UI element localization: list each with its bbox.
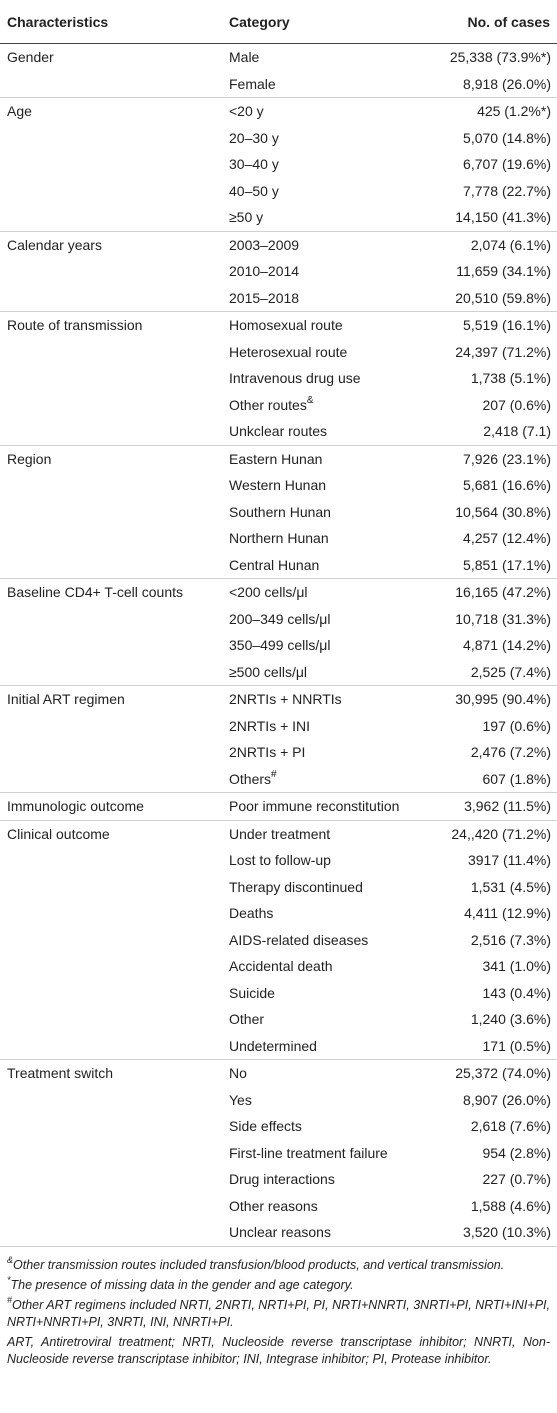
footnote [7, 1254, 550, 1274]
cell-characteristic [0, 178, 222, 205]
table-row [0, 927, 557, 954]
category-text: Drug interactions [229, 1171, 335, 1188]
cell-characteristic [0, 980, 222, 1007]
cell-characteristic [0, 1140, 222, 1167]
cell-cases: 4,257 (12.4%) [463, 530, 551, 547]
cell-category [222, 659, 418, 686]
table-body [0, 44, 557, 1247]
table-row [0, 204, 557, 231]
cell-category [222, 365, 418, 392]
cell-category [222, 927, 418, 954]
category-text: 2NRTIs + NNRTIs [229, 691, 342, 708]
cell-category [222, 178, 418, 205]
cell-category [222, 1113, 418, 1140]
cell-cases: 227 (0.7%) [482, 1171, 551, 1188]
cell-cases: 4,411 (12.9%) [464, 905, 551, 922]
cell-category [222, 418, 418, 445]
cell-characteristic [0, 339, 222, 366]
category-text: 2010–2014 [229, 263, 300, 280]
category-text: 40–50 y [229, 182, 279, 199]
category-text: Unclear reasons [229, 1224, 331, 1241]
cell-characteristic [0, 1193, 222, 1220]
cell-cases: 1,738 (5.1%) [470, 370, 551, 387]
cell-cases: 3,962 (11.5%) [418, 793, 557, 821]
cell-category [222, 98, 418, 125]
cell-cases: 25,372 (74.0%) [418, 1060, 557, 1087]
cell-characteristic [0, 606, 222, 633]
cell-category [222, 71, 418, 98]
category-text: Accidental death [229, 958, 333, 975]
footnote-text: Other ART regimens included NRTI, 2NRTI, NRTI+PI, PI, NRTI+NNRTI, 3NRTI+PI, NRTI+INI+PI, NRTI+NNRTI+PI, 3NRTI, INI, NNRTI+PI. [7, 1297, 550, 1329]
table-row [0, 151, 557, 178]
cell-characteristic [0, 365, 222, 392]
table-row [0, 820, 557, 847]
category-text: Female [229, 75, 276, 92]
category-text: Southern Hunan [229, 503, 331, 520]
table-row [0, 499, 557, 526]
cell-category [222, 125, 418, 152]
cell-cases: 2,525 (7.4%) [470, 663, 551, 680]
cell-characteristic [0, 1113, 222, 1140]
footnote-marker: # [271, 768, 277, 780]
category-text: Other [229, 1011, 265, 1028]
table-row [0, 1060, 557, 1087]
category-text: Eastern Hunan [229, 450, 323, 467]
category-text: Poor immune reconstitution [229, 798, 400, 815]
table-row [0, 552, 557, 579]
cell-category [222, 579, 418, 606]
category-text: AIDS-related diseases [229, 931, 369, 948]
cell-cases: 1,531 (4.5%) [470, 878, 551, 895]
cell-characteristic: Gender [7, 49, 54, 66]
table-row [0, 1006, 557, 1033]
cell-characteristic: Immunologic outcome [0, 793, 222, 821]
cell-characteristic: Baseline CD4+ T-cell counts [0, 579, 222, 606]
table-row [0, 1113, 557, 1140]
cell-characteristic [0, 204, 222, 231]
cell-characteristic [0, 739, 222, 766]
footnote [7, 1334, 550, 1368]
cell-characteristic [0, 418, 222, 445]
cell-characteristic [0, 900, 222, 927]
table-row [0, 900, 557, 927]
cell-cases: 10,564 (30.8%) [455, 503, 551, 520]
cell-category [222, 820, 418, 847]
table-row [0, 980, 557, 1007]
category-text: Others [229, 770, 272, 787]
cell-category [222, 231, 418, 258]
footnote [7, 1274, 550, 1294]
cell-cases: 954 (2.8%) [482, 1144, 551, 1161]
cell-category [222, 285, 418, 312]
table-row [0, 418, 557, 445]
cell-cases: 425 (1.2%*) [418, 98, 557, 125]
category-text: ≥500 cells/μl [229, 663, 308, 680]
cell-category [222, 1219, 418, 1246]
table-row [0, 1166, 557, 1193]
cell-characteristic [0, 1219, 222, 1246]
cell-cases: 143 (0.4%) [482, 984, 551, 1001]
cell-category [222, 1033, 418, 1060]
category-text: 30–40 y [229, 156, 279, 173]
cell-category [222, 472, 418, 499]
header-characteristics: Characteristics [0, 0, 222, 44]
cell-characteristic [0, 525, 222, 552]
cell-characteristic: Initial ART regimen [0, 686, 222, 713]
category-text: No [229, 1065, 247, 1082]
cell-cases: 207 (0.6%) [482, 396, 551, 413]
cell-cases: 3,520 (10.3%) [418, 1219, 557, 1246]
footnote [7, 1294, 550, 1331]
category-text: Northern Hunan [229, 530, 329, 547]
cell-cases: 5,681 (16.6%) [463, 477, 551, 494]
header-cases: No. of cases [418, 0, 557, 44]
cell-category [222, 1140, 418, 1167]
category-text: 2NRTIs + PI [229, 744, 306, 761]
category-text: First-line treatment failure [229, 1144, 388, 1161]
cell-characteristic [0, 258, 222, 285]
table-row [0, 125, 557, 152]
cell-category [222, 953, 418, 980]
cell-category [222, 339, 418, 366]
cell-category [222, 1006, 418, 1033]
cell-cases: 1,588 (4.6%) [470, 1197, 551, 1214]
table-row [0, 285, 557, 312]
category-text: 2NRTIs + INI [229, 717, 311, 734]
cell-cases: 341 (1.0%) [482, 958, 551, 975]
cell-category [222, 44, 418, 71]
category-text: Lost to follow-up [229, 852, 331, 869]
category-text: Under treatment [229, 825, 331, 842]
cell-cases: 25,338 (73.9%*) [449, 49, 551, 66]
cell-characteristic [0, 927, 222, 954]
cell-characteristic [0, 1087, 222, 1114]
table-row [0, 874, 557, 901]
category-text: Other reasons [229, 1197, 318, 1214]
category-text: 200–349 cells/μl [229, 610, 331, 627]
cell-cases: 197 (0.6%) [482, 717, 551, 734]
table-row [0, 525, 557, 552]
cell-characteristic: Clinical outcome [0, 820, 222, 847]
category-text: Deaths [229, 905, 274, 922]
cell-category [222, 606, 418, 633]
cell-category [222, 499, 418, 526]
table-row [0, 178, 557, 205]
category-text: Central Hunan [229, 556, 320, 573]
cell-characteristic [0, 632, 222, 659]
category-text: Heterosexual route [229, 343, 348, 360]
cell-characteristic [0, 847, 222, 874]
cell-characteristic [0, 766, 222, 793]
cell-category [222, 980, 418, 1007]
table-row [0, 713, 557, 740]
table-row [0, 766, 557, 793]
table-row [0, 445, 557, 472]
cell-category [222, 1087, 418, 1114]
table-header-row [0, 0, 557, 44]
cell-category [222, 847, 418, 874]
cell-category [222, 258, 418, 285]
cell-category [222, 632, 418, 659]
footnote-text: ART, Antiretroviral treatment; NRTI, Nucleoside reverse transcriptase inhibitor; NNRTI, Non-Nucleoside reverse transcriptase inhibitor; INI, Integrase inhibitor; PI, Protease inhibitor. [7, 1334, 550, 1366]
cell-cases: 2,516 (7.3%) [470, 931, 551, 948]
cell-category [222, 900, 418, 927]
cell-characteristic [0, 874, 222, 901]
table-row [0, 312, 557, 339]
cell-characteristic [0, 1006, 222, 1033]
category-text: Unkclear routes [229, 423, 328, 440]
cell-category [222, 204, 418, 231]
category-text: ≥50 y [229, 209, 264, 226]
table-row [0, 231, 557, 258]
cell-cases: 14,150 (41.3%) [455, 209, 551, 226]
cell-cases: 607 (1.8%) [482, 770, 551, 787]
cell-category [222, 874, 418, 901]
category-text: Suicide [229, 984, 275, 1001]
table-row [0, 632, 557, 659]
table-row [0, 365, 557, 392]
category-text: 2015–2018 [229, 289, 300, 306]
cell-category [222, 1166, 418, 1193]
table-row [0, 1193, 557, 1220]
cell-cases: 10,718 (31.3%) [455, 610, 551, 627]
category-text: Male [229, 49, 260, 66]
table-row [0, 739, 557, 766]
cell-characteristic [0, 1166, 222, 1193]
cell-category [222, 151, 418, 178]
category-text: Homosexual route [229, 317, 343, 334]
cell-characteristic [0, 713, 222, 740]
cell-characteristic [0, 659, 222, 686]
cell-characteristic [0, 552, 222, 579]
category-text: Yes [229, 1091, 252, 1108]
category-text: Western Hunan [229, 477, 327, 494]
cell-characteristic: Region [0, 445, 222, 472]
cell-category [222, 766, 418, 793]
cell-category [222, 739, 418, 766]
category-text: <200 cells/μl [229, 584, 308, 601]
cell-characteristic [0, 392, 222, 419]
category-text: Therapy discontinued [229, 878, 363, 895]
table-row [0, 793, 557, 821]
cell-characteristic [0, 953, 222, 980]
cell-category [222, 392, 418, 419]
cell-category [222, 713, 418, 740]
category-text: Undetermined [229, 1037, 317, 1054]
cell-category [222, 1193, 418, 1220]
table-row [0, 392, 557, 419]
cell-characteristic [0, 1033, 222, 1060]
table-row [0, 98, 557, 125]
footnote-marker: & [306, 394, 314, 406]
table-row [0, 953, 557, 980]
cell-cases: 6,707 (19.6%) [463, 156, 551, 173]
category-text: 350–499 cells/μl [229, 637, 331, 654]
cell-cases: 4,871 (14.2%) [463, 637, 551, 654]
table-row [0, 472, 557, 499]
cell-characteristic: Age [0, 98, 222, 125]
cell-cases: 5,070 (14.8%) [463, 129, 551, 146]
cell-characteristic: Calendar years [0, 231, 222, 258]
cell-cases: 171 (0.5%) [482, 1037, 551, 1054]
footnote-text: The presence of missing data in the gender and age category. [10, 1277, 354, 1292]
category-text: <20 y [229, 103, 264, 120]
cell-category [222, 312, 418, 339]
cell-characteristic [0, 151, 222, 178]
table-row [0, 258, 557, 285]
footnote-mark: & [7, 1254, 14, 1265]
cell-cases: 8,907 (26.0%) [463, 1091, 551, 1108]
cell-category [222, 793, 418, 821]
cell-cases: 5,851 (17.1%) [463, 556, 551, 573]
cell-cases: 30,995 (90.4%) [418, 686, 557, 713]
table-row [0, 71, 557, 98]
cell-characteristic [0, 125, 222, 152]
cell-cases: 24,,420 (71.2%) [418, 820, 557, 847]
footnote-mark: * [7, 1274, 11, 1285]
table-row [0, 606, 557, 633]
table-row [0, 1140, 557, 1167]
table-row [0, 686, 557, 713]
cell-cases: 16,165 (47.2%) [418, 579, 557, 606]
cell-category [222, 445, 418, 472]
table-row [0, 44, 557, 71]
table-row [0, 659, 557, 686]
category-text: 20–30 y [229, 129, 279, 146]
header-category: Category [222, 0, 418, 44]
cell-category [222, 552, 418, 579]
table-row [0, 1087, 557, 1114]
table-row [0, 847, 557, 874]
cell-category [222, 1060, 418, 1087]
cell-cases: 20,510 (59.8%) [455, 289, 551, 306]
cell-characteristic [0, 472, 222, 499]
footnote-mark: # [7, 1294, 13, 1305]
cell-cases: 1,240 (3.6%) [470, 1011, 551, 1028]
cell-characteristic: Treatment switch [0, 1060, 222, 1087]
cell-cases: 2,418 (7.1) [483, 423, 551, 440]
category-text: Intravenous drug use [229, 370, 361, 387]
cell-cases: 7,926 (23.1%) [418, 445, 557, 472]
category-text: Side effects [229, 1118, 302, 1135]
cell-cases: 8,918 (26.0%) [463, 75, 551, 92]
footnote-text: Other transmission routes included transfusion/blood products, and vertical transmission. [13, 1257, 505, 1272]
cell-cases: 2,074 (6.1%) [418, 231, 557, 258]
cell-characteristic [0, 285, 222, 312]
table-footnotes [0, 1247, 557, 1368]
table-row [0, 1219, 557, 1246]
table-row [0, 1033, 557, 1060]
cell-cases: 2,476 (7.2%) [470, 744, 551, 761]
cell-cases: 24,397 (71.2%) [455, 343, 551, 360]
category-text: Other routes [229, 396, 307, 413]
cell-cases: 3917 (11.4%) [467, 852, 551, 869]
cell-category [222, 525, 418, 552]
table-row [0, 339, 557, 366]
table-row [0, 579, 557, 606]
cell-cases: 5,519 (16.1%) [418, 312, 557, 339]
cell-characteristic [0, 499, 222, 526]
cell-cases: 7,778 (22.7%) [463, 182, 551, 199]
cell-category [222, 686, 418, 713]
cell-cases: 2,618 (7.6%) [470, 1118, 551, 1135]
cell-cases: 11,659 (34.1%) [456, 263, 551, 280]
cell-characteristic: Route of transmission [0, 312, 222, 339]
category-text: 2003–2009 [229, 236, 300, 253]
cell-characteristic [0, 71, 222, 98]
